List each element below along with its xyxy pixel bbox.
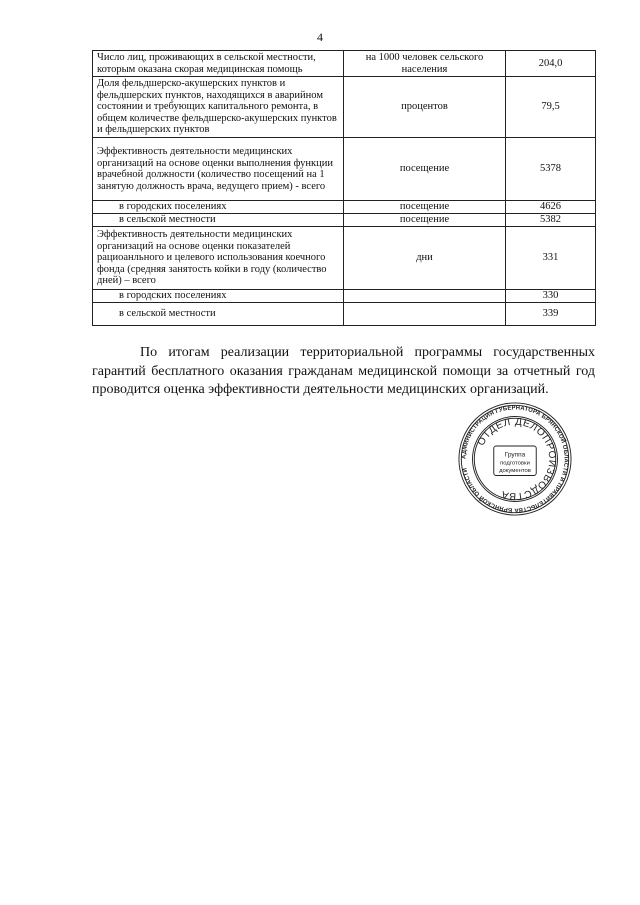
official-seal: [456, 400, 574, 518]
indicator-unit: посещение: [344, 201, 506, 214]
indicator-unit: процентов: [344, 77, 506, 138]
table-row: [93, 201, 596, 214]
seal-inner-ring-text: ОТДЕЛ ДЕЛОПРОИЗВОДСТВА: [475, 416, 558, 502]
table-row: [93, 227, 596, 290]
page-number: 4: [317, 30, 323, 44]
seal-ring-text: АДМИНИСТРАЦИЯ ГУБЕРНАТОРА БРЯНСКОЙ ОБЛАСТИ И ПРАВИТЕЛЬСТВА БРЯНСКОЙ ОБЛАСТИ: [461, 405, 569, 513]
indicator-unit: посещение: [344, 214, 506, 227]
table-row: [93, 51, 596, 77]
indicator-unit: [344, 303, 506, 326]
indicator-name: Эффективность деятельности медицинских организаций на основе оценки показателей рациоанльного и целевого использования коечного фонда (средняя занятость койки в году (количество дней) – всего: [93, 227, 344, 290]
indicator-value: 331: [506, 227, 596, 290]
closing-paragraph: [92, 344, 595, 400]
indicator-name: в городских поселениях: [93, 290, 344, 303]
indicator-unit: на 1000 человек сельского населения: [344, 51, 506, 77]
indicator-unit: [344, 290, 506, 303]
table-row: [93, 303, 596, 326]
table-row: [93, 214, 596, 227]
indicator-name: в сельской местности: [93, 214, 344, 227]
table-row: [93, 290, 596, 303]
indicator-value: 5382: [506, 214, 596, 227]
indicator-value: 204,0: [506, 51, 596, 77]
table-row: [93, 138, 596, 201]
seal-center-line: Группа: [504, 451, 526, 459]
seal-center-line: документов: [499, 467, 531, 474]
table-row: [93, 77, 596, 138]
indicator-value: 79,5: [506, 77, 596, 138]
indicator-value: 339: [506, 303, 596, 326]
seal-center-line: подготовки: [500, 460, 530, 467]
indicator-value: 330: [506, 290, 596, 303]
closing-text: По итогам реализации территориальной программы государственных гарантий бесплатного оказания гражданам медицинской помощи за отчетный год проводится оценка эффективности деятельности медицинских организаций.: [92, 345, 595, 397]
indicator-name: Число лиц, проживающих в сельской местности, которым оказана скорая медицинская помощь: [93, 51, 344, 77]
indicator-name: Доля фельдшерско-акушерских пунктов и фельдшерских пунктов, находящихся в аварийном состоянии и требующих капитального ремонта, в общем количестве фельдшерско-акушерских пунктов и фельдшерских пунктов: [93, 77, 344, 138]
indicator-name: в городских поселениях: [93, 201, 344, 214]
indicator-name: Эффективность деятельности медицинских организаций на основе оценки выполнения функции врачебной должности (количество посещений на 1 занятую должность врача, ведущего прием) - всего: [93, 138, 344, 201]
indicator-value: 5378: [506, 138, 596, 201]
indicator-unit: посещение: [344, 138, 506, 201]
indicators-table: [92, 50, 596, 326]
indicator-value: 4626: [506, 201, 596, 214]
indicator-unit: дни: [344, 227, 506, 290]
indicator-name: в сельской местности: [93, 303, 344, 326]
